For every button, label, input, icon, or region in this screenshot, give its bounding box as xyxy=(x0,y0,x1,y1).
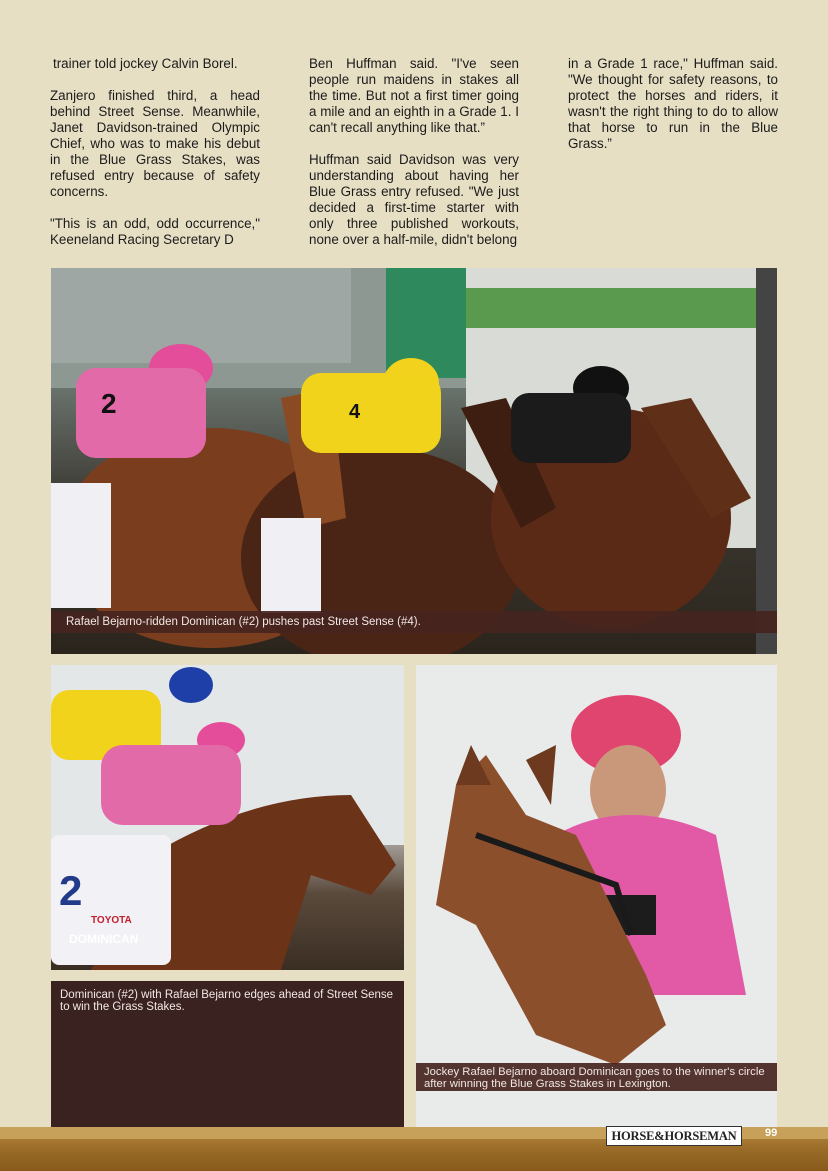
saddle-cloth-number: 2 xyxy=(59,867,83,914)
magazine-logo: HORSE&HORSEMAN xyxy=(606,1126,742,1146)
article-column-2 xyxy=(309,56,519,264)
paragraph: Ben Huffman said. "I've seen people run maidens in stakes all the time. But not a first timer going a mile and an eighth in a Grade 1. I can't recall anything like that.” xyxy=(309,56,519,135)
photo-caption-bottom-right: Jockey Rafael Bejarno aboard Dominican goes to the winner's circle after winning the Blue Grass Stakes in Lexington. xyxy=(416,1063,777,1091)
paragraph: in a Grade 1 race," Huffman said. "We thought for safety reasons, to protect the horses and riders, it wasn't the right thing to do to allow that horse to run in the Blue Grass.” xyxy=(568,56,778,151)
saddle-number-4: 4 xyxy=(349,401,361,423)
race-photo-illustration xyxy=(51,268,777,654)
jockey-portrait-photo xyxy=(416,665,777,1127)
race-photo-top xyxy=(51,268,777,654)
photo-caption-top: Rafael Bejarno-ridden Dominican (#2) pushes past Street Sense (#4). xyxy=(51,611,777,633)
page-number: 99 xyxy=(765,1127,778,1139)
race-photo-illustration xyxy=(51,665,404,970)
jockey-portrait-illustration xyxy=(416,665,777,1127)
article-column-3 xyxy=(568,56,778,168)
paragraph: Huffman said Davidson was very understanding about having her Blue Grass entry refused. "We just decided a first-time starter with only three published workouts, none over a half-mile, didn't belong xyxy=(309,152,519,247)
saddle-cloth-brand: TOYOTA xyxy=(91,915,132,926)
paragraph: trainer told jockey Calvin Borel. xyxy=(53,56,238,71)
article-column-1 xyxy=(50,56,260,264)
paragraph: Zanjero finished third, a head behind Street Sense. Meanwhile, Janet Davidson-trained Olympic Chief, who was to make his debut in the Blue Grass Stakes, was refused entry because of safety concerns. xyxy=(50,88,260,199)
paragraph: "This is an odd, odd occurrence," Keeneland Racing Secretary D xyxy=(50,216,260,247)
race-photo-bottom-left xyxy=(51,665,404,970)
photo-caption-bottom-left: Dominican (#2) with Rafael Bejarno edges ahead of Street Sense to win the Grass Stakes. xyxy=(51,981,404,1127)
saddle-number-2: 2 xyxy=(101,388,117,419)
saddle-cloth-name: DOMINICAN xyxy=(69,932,139,946)
